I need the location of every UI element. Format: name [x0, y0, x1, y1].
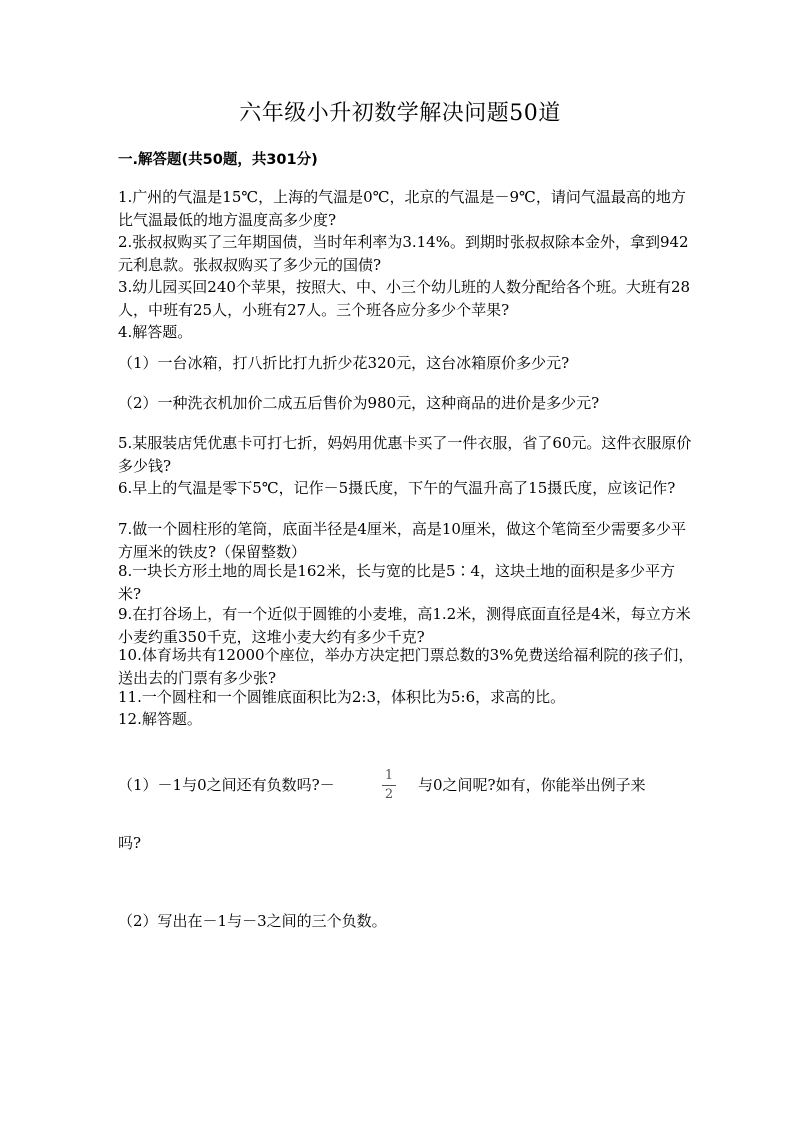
question-12-sub-1-continuation: 吗?: [118, 834, 142, 852]
question-12-sub-2: （2）写出在－1与－3之间的三个负数。: [118, 912, 387, 930]
question-12-sub-1-start: （1）－1与0之间还有负数吗?－: [118, 776, 335, 794]
question-9: 9.在打谷场上，有一个近似于圆锥的小麦堆，高1.2米，测得底面直径是4米，每立方米小麦约重350千克，这堆小麦大约有多少千克?: [118, 605, 691, 646]
question-11: 11.一个圆柱和一个圆锥底面积比为2:3，体积比为5:6，求高的比。: [118, 688, 566, 706]
question-4: 4.解答题。: [118, 323, 193, 341]
page-title: 六年级小升初数学解决问题50道: [239, 101, 561, 126]
question-6: 6.早上的气温是零下5℃，记作－5摄氏度，下午的气温升高了15摄氏度，应该记作?: [118, 479, 676, 497]
question-8: 8.一块长方形土地的周长是162米，长与宽的比是5∶4，这块土地的面积是多少平方米?: [118, 562, 676, 603]
question-4-sub-1: （1）一台冰箱，打八折比打九折少花320元，这台冰箱原价多少元?: [118, 354, 570, 372]
question-1: 1.广州的气温是15℃，上海的气温是0℃，北京的气温是－9℃，请问气温最高的地方比气温最低的地方温度高多少度?: [118, 188, 686, 229]
question-5: 5.某服装店凭优惠卡可打七折，妈妈用优惠卡买了一件衣服，省了60元。这件衣服原价多少钱?: [118, 434, 692, 475]
fraction-numerator: 1: [384, 768, 394, 783]
question-12-sub-1-end: 与0之间呢?如有，你能举出例子来: [418, 776, 646, 794]
fraction-denominator: 2: [384, 787, 394, 802]
question-12: 12.解答题。: [118, 710, 202, 728]
question-7: 7.做一个圆柱形的笔筒，底面半径是4厘米，高是10厘米，做这个笔筒至少需要多少平方厘米的铁皮?（保留整数）: [118, 520, 686, 561]
question-3: 3.幼儿园买回240个苹果，按照大、中、小三个幼儿班的人数分配给各个班。大班有28人，中班有25人，小班有27人。三个班各应分多少个苹果?: [118, 278, 691, 319]
section-heading: 一.解答题(共50题，共301分): [118, 152, 318, 168]
question-4-sub-2: （2）一种洗衣机加价二成五后售价为980元，这种商品的进价是多少元?: [118, 394, 600, 412]
question-2: 2.张叔叔购买了三年期国债，当时年利率为3.14%。到期时张叔叔除本金外，拿到942元利息款。张叔叔购买了多少元的国债?: [118, 233, 689, 274]
question-10: 10.体育场共有12000个座位，举办方决定把门票总数的3%免费送给福利院的孩子们，送出去的门票有多少张?: [118, 646, 694, 687]
fraction-bar: [382, 785, 396, 786]
fraction-one-half: [380, 768, 398, 803]
